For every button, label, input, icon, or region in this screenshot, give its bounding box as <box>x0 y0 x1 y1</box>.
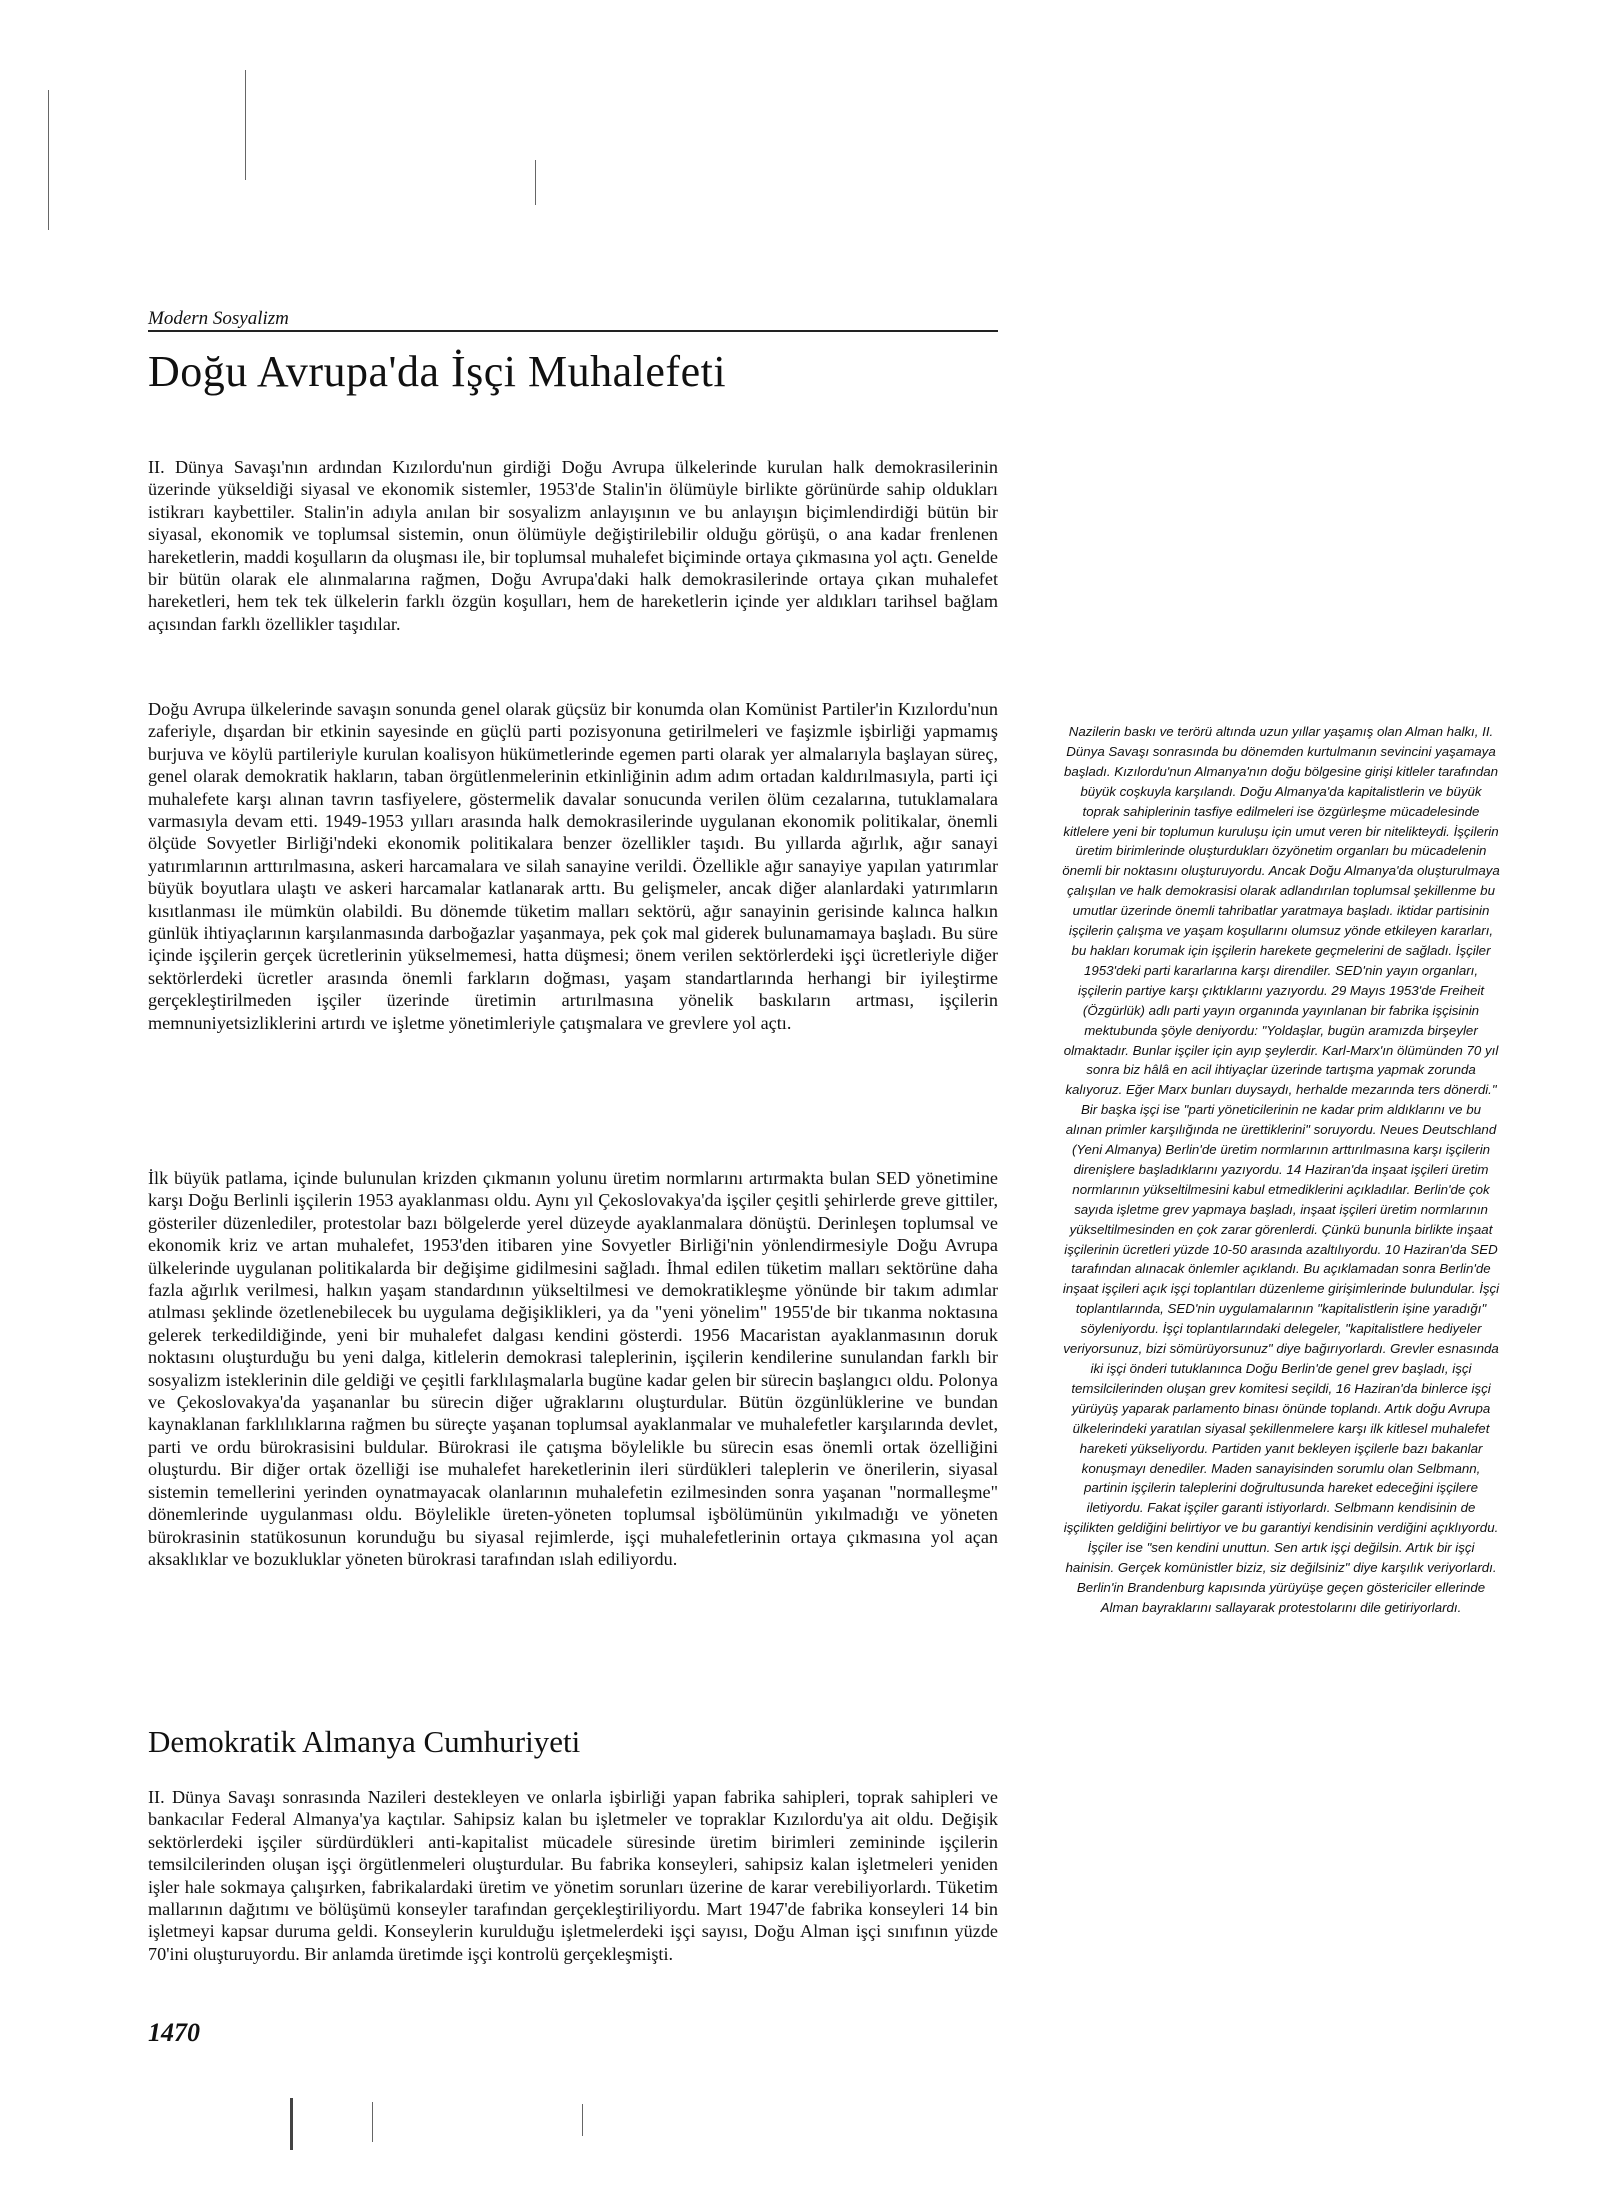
scan-mark <box>535 160 536 205</box>
section-paragraph: II. Dünya Savaşı sonrasında Nazileri destekleyen ve onlarla işbirliği yapan fabrika sahipleri, toprak sahipleri ve bankacılar Federal Almanya'ya kaçtılar. Sahipsiz kalan bu işletmeler ve topraklar Kızılordu'ya ait oldu. Değişik sektörlerdeki işçiler sürdürdükleri anti-kapitalist mücadele süresinde üretim birimleri zemininde işçilerin temsilcilerinden oluşan işçi örgütlenmeleri oluşturdular. Bu fabrika konseyleri, sahipsiz kalan işletmeleri yeniden işler hale sokmaya çalışırken, fabrikalardaki üretim ve yönetim sorunları üzerine de karar verebiliyorlardı. Tüketim mallarının dağıtımı ve bölüşümü konseyler tarafından gerçekleştiriliyordu. Mart 1947'de fabrika konseyleri 14 bin işletmeyi kapsar duruma geldi. Konseylerin kurulduğu işletmelerdeki işçi sayısı, Doğu Alman işçi sınıfının yüzde 70'ini oluşturuyordu. Bir anlamda üretimde işçi kontrolü gerçekleşmişti. <box>148 1787 998 1964</box>
intro-paragraph: II. Dünya Savaşı'nın ardından Kızılordu'nun girdiği Doğu Avrupa ülkelerinde kurulan halk demokrasilerinin üzerinde yükseldiği siyasal ve ekonomik sistemler, 1953'de Stalin'in ölümüyle birlikte görünürde sahip oldukları istikrarı kaybettiler. Stalin'in adıyla anılan bir sosyalizm anlayışının ve bu anlayışın biçimlendirdiği bütün bir siyasal, ekonomik ve toplumsal sistemin, onun ölümüyle değiştirilebilir olduğu görüşü, o ana kadar frenlenen hareketlerin, maddi koşulların da oluşması ile, bir toplumsal muhalefet biçiminde ortaya çıkmasına yol açtı. Genelde bir bütün olarak ele alınmalarına rağmen, Doğu Avrupa'daki halk demokrasilerinde ortaya çıkan muhalefet hareketleri, hem tek tek ülkelerin farklı özgün koşulları, hem de hareketlerin içinde yer aldıkları tarihsel bağlam açısından farklı özellikler taşıdılar. <box>148 457 998 634</box>
article-title: Doğu Avrupa'da İşçi Muhalefeti <box>148 347 727 396</box>
scan-mark <box>372 2102 373 2142</box>
scan-mark <box>582 2104 583 2136</box>
running-head: Modern Sosyalizm <box>148 308 289 329</box>
body-paragraph: İlk büyük patlama, içinde bulunulan krizden çıkmanın yolunu üretim normlarını artırmakta bulan SED yönetimine karşı Doğu Berlinli işçilerin 1953 ayaklanması oldu. Aynı yıl Çekoslovakya'da işçiler çeşitli şehirlerde greve gittiler, gösteriler düzenlediler, protestolar bazı bölgelerde yerel düzeyde ayaklanmalara dönüştü. Derinleşen toplumsal ve ekonomik kriz ve artan muhalefet, 1953'den itibaren yine Sovyetler Birliği'nin yönlendirmesiyle Doğu Avrupa ülkelerinde uygulanan politikalarda bir değişime gidilmesini sağladı. İhmal edilen tüketim malları sektörüne daha fazla ağırlık verilmesi, halkın yaşam standardının yükseltilmesi ve demokratikleşme yönünde bir takım adımlar atılması şeklinde özetlenebilecek bu uygulama değişiklikleri, ya da "yeni yönelim" 1955'de bir tıkanma noktasına gelerek terkedildiğinde, yeni bir muhalefet dalgası kendini gösterdi. 1956 Macaristan ayaklanmasının doruk noktasını oluşturduğu bu yeni dalga, kitlelerin demokrasi taleplerinin, işçilerin kendilerine sunulandan farklı bir sosyalizm isteklerinin dile geldiği ve çeşitli farklılaşmalarla bugüne kadar gelen bir sürecin başlangıcı oldu. Polonya ve Çekoslovakya'da yaşananlar bu sürecin diğer uğraklarını oluşturdular. Bütün özgünlüklerine ve bundan kaynaklanan farklılıklarına rağmen bu süreçte yaşanan toplumsal ayaklanmalar ve muhalefetler karşılarında devlet, parti ve ordu bürokrasisini buldular. Bürokrasi ile çatışma böylelikle bu sürecin esas önemli ortak özelliğini oluşturdu. Bir diğer ortak özelliği ise muhalefet hareketlerinin ileri sürdükleri taleplerin ve önerilerin, siyasal sistemin temellerini yerinden oynatmayacak olanlarının muhalefetin ezilmesinden sonra yaşanan "normalleşme" dönemlerinde uygulanması oldu. Böylelikle üreten-yöneten toplumsal işbölümünün yıkılmadığı ve yöneten bürokrasinin statükosunun korunduğu bu siyasal rejimlerde, işçi muhalefetlerinin ortaya çıkmasına yol açan aksaklıklar ve bozukluklar yöneten bürokrasi tarafından ıslah ediliyordu. <box>148 1168 998 1569</box>
sidebar-caption: Nazilerin baskı ve terörü altında uzun yıllar yaşamış olan Alman halkı, II. Dünya Savaşı sonrasında bu dönemden kurtulmanın sevincini yaşamaya başladı. Kızılordu'nun Almanya'nın doğu bölgesine girişi kitleler tarafından büyük coşkuyla karşılandı. Doğu Almanya'da kapitalistlerin ve büyük toprak sahiplerinin tasfiye edilmeleri ise özgürleşme mücadelesinde kitlelere yeni bir toplumun kuruluşu için umut veren bir nitelikteydi. İşçilerin üretim birimlerinde oluşturdukları özyönetim organları bu mücadelenin önemli bir noktasını oluşturuyordu. Ancak Doğu Almanya'da oluşturulmaya çalışılan ve halk demokrasisi olarak adlandırılan toplumsal şekillenme bu umutlar üzerinde önemli tahribatlar yaratmaya başladı. iktidar partisinin işçilerin çalışma ve yaşam koşullarını olumsuz yönde etkileyen kararları, bu hakları korumak için işçilerin harekete geçmelerini de sağladı. İşçiler 1953'deki parti kararlarına karşı direndiler. SED'nin yayın organları, işçilerin partiye karşı çıktıklarını yazıyordu. 29 Mayıs 1953'de Freiheit (Özgürlük) adlı parti yayın organında yayınlanan bir fabrika işçisinin mektubunda şöyle deniyordu: "Yoldaşlar, bugün aramızda birşeyler olmaktadır. Bunlar işçiler için ayıp şeylerdir. Karl-Marx'ın ölümünden 70 yıl sonra biz hâlâ en acil ihtiyaçlar üzerinde tartışma yapmak zorunda kalıyoruz. Eğer Marx bunları duysaydı, herhalde mezarında ters dönerdi." Bir başka işçi ise "parti yöneticilerinin ne kadar prim aldıklarını ve bu alınan primler karşılığında ne ürettiklerini" soruyordu. Neues Deutschland (Yeni Almanya) Berlin'de üretim normlarının arttırılmasına karşı işçilerin direnişlere başladıklarını yazıyordu. 14 Haziran'da inşaat işçileri üretim normlarının yükseltilmesini kabul etmediklerini açıkladılar. Berlin'de çok sayıda işletme grev yapmaya başladı, inşaat işçileri üretim normlarının yükseltilmesinden en çok zarar görenlerdi. Çünkü bununla birlikte inşaat işçilerinin ücretleri yüzde 10-50 arasında azaltılıyordu. 10 Haziran'da SED tarafından alınacak önlemler açıklandı. Bu açıklamadan sonra Berlin'de inşaat işçileri açık işçi toplantıları düzenleme girişimlerinde bulundular. İşçi toplantılarında, SED'nin uygulamalarının "kapitalistlerin işine yaradığı" söyleniyordu. İşçi toplantılarındaki delegeler, "kapitalistlere hediyeler veriyorsunuz, bizi sömürüyorsunuz" diye bağırıyorlardı. Grevler esnasında iki işçi önderi tutuklanınca Doğu Berlin'de genel grev başladı, işçi temsilcilerinden oluşan grev komitesi seçildi, 16 Haziran'da binlerce işçi yürüyüş yaparak parlamento binası önünde toplandı. Artık doğu Avrupa ülkelerindeki yaratılan siyasal şekillenmelere karşı ilk kitlesel muhalefet hareketi yükseliyordu. Partiden yanıt bekleyen işçilerle bazı bakanlar konuşmayı denediler. Maden sanayisinden sorumlu olan Selbmann, partinin işçilerin taleplerini doğrultusunda hareket edeceğini işçilere iletiyordu. Fakat işçiler garanti istiyorlardı. Selbmann kendisinin de işçilikten geldiğini belirtiyor ve bu garantiyi kendisinin verdiğini açıklıyordu. İşçiler ise "sen kendini unuttun. Sen artık işçi değilsin. Artık bir işçi hainisin. Gerçek komünistler biziz, siz değilsiniz" diye karşılık veriyorlardı. Berlin'in Brandenburg kapısında yürüyüşe geçen göstericiler ellerinde Alman bayraklarını sallayarak protestolarını dile getiriyorlardı. <box>1062 724 1500 1615</box>
section-heading: Demokratik Almanya Cumhuriyeti <box>148 1724 581 1759</box>
header-rule <box>148 330 998 332</box>
scan-mark <box>245 70 246 180</box>
body-paragraph: Doğu Avrupa ülkelerinde savaşın sonunda genel olarak güçsüz bir konumda olan Komünist Partiler'in Kızılordu'nun zaferiyle, dışardan bir etkinin sayesinde en güçlü parti pozisyonuna getirilmeleri ve faşizmle işbirliği yapmamış burjuva ve köylü partileriyle kurulan koalisyon hükümetlerinde egemen parti olarak yer almalarıyla başlayan süreç, genel olarak demokratik hakların, taban örgütlenmelerinin etkinliğinin adım adım ortadan kaldırılmasıyla, parti içi muhalefete karşı alınan tavrın tasfiyelere, göstermelik davalar sonucunda verilen ölüm cezalarına, tutuklamalara varmasıyla devam etti. 1949-1953 yılları arasında halk demokrasilerinde uygulanan ekonomik politikalar, önemli ölçüde Sovyetler Birliği'ndeki ekonomik politikalara benzer özellikler taşıdı. Bu yıllarda ağırlık, ağır sanayi yatırımlarının arttırılmasına, askeri harcamalara ve silah sanayine verildi. Özellikle ağır sanayiye yapılan yatırımlar büyük boyutlara ulaştı ve askeri harcamalar katlanarak arttı. Bu gelişmeler, ancak diğer alanlardaki yatırımların kısıtlanması ile mümkün olabildi. Bu dönemde tüketim malları sektörü, ağır sanayinin gerisinde kalınca halkın günlük ihtiyaçlarının karşılanmasında darboğazlar yaşanmaya, pek çok mal giderek bulunamamaya başladı. Bu süre içinde işçilerin gerçek ücretlerinin yükselmemesi, hatta düşmesi; önem verilen sektörlerdeki işçi ücretleriyle diğer sektörlerdeki ücretler arasında önemli farkların doğması, yaşam standartlarında herhangi bir iyileştirme gerçekleştirilmeden işçiler üzerinde üretimin artırılmasına yönelik baskıların artması, işçilerin memnuniyetsizliklerini artırdı ve işletme yönetimleriyle çatışmalara ve grevlere yol açtı. <box>148 699 998 1033</box>
scan-mark <box>48 90 49 230</box>
scan-mark <box>290 2098 293 2150</box>
page-number: 1470 <box>148 2018 200 2047</box>
